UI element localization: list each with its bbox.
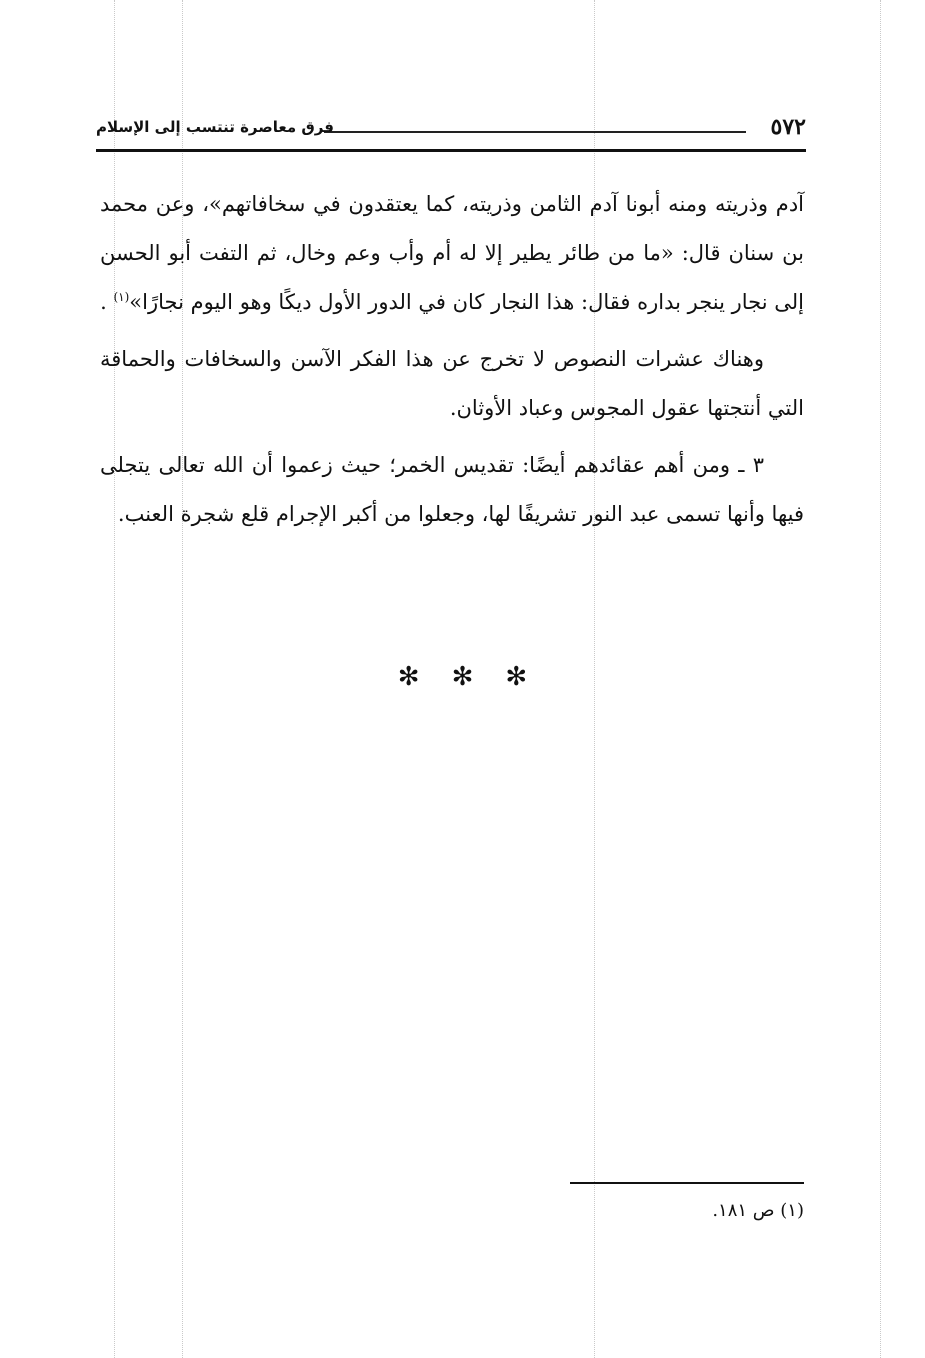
star-icon: ✻ (505, 662, 528, 692)
paragraph (100, 180, 804, 327)
footnote: (١) ص ١٨١. (712, 1200, 804, 1221)
footnote-rule (570, 1182, 804, 1184)
paragraph-text: آدم وذريته ومنه أبونا آدم الثامن وذريته، كما يعتقدون في سخافاتهم»، وعن محمد بن سنان قال: «ما من طائر يطير إلا له أم وأب وعم وخال، ثم التفت أبو الحسن إلى نجار ينجر بداره فقال: هذا النجار كان في الدور الأول ديكًا وهو اليوم نجارًا» (100, 192, 804, 314)
paragraph (100, 441, 804, 539)
paragraph-text: ٣ ـ ومن أهم عقائدهم أيضًا: تقديس الخمر؛ حيث زعموا أن الله تعالى يتجلى فيها وأنها تسمى عبد النور تشريفًا لها، وجعلوا من أكبر الإجرام قلع شجرة العنب. (100, 453, 804, 526)
running-title: فرق معاصرة تنتسب إلى الإسلام (96, 118, 334, 136)
star-icon: ✻ (397, 662, 420, 692)
section-separator (0, 662, 925, 692)
paragraph-end: . (100, 290, 114, 314)
body-text (100, 180, 804, 547)
header-rule (96, 149, 806, 152)
paragraph (100, 335, 804, 433)
paragraph-text: وهناك عشرات النصوص لا تخرج عن هذا الفكر الآسن والسخافات والحماقة التي أنتجتها عقول المجوس وعباد الأوثان. (100, 347, 804, 420)
star-icon: ✻ (451, 662, 474, 692)
page-header (96, 108, 806, 152)
page-number: ٥٧٢ (770, 114, 806, 140)
footnote-marker[interactable]: (١) (113, 290, 130, 304)
header-dash-line (324, 131, 746, 133)
